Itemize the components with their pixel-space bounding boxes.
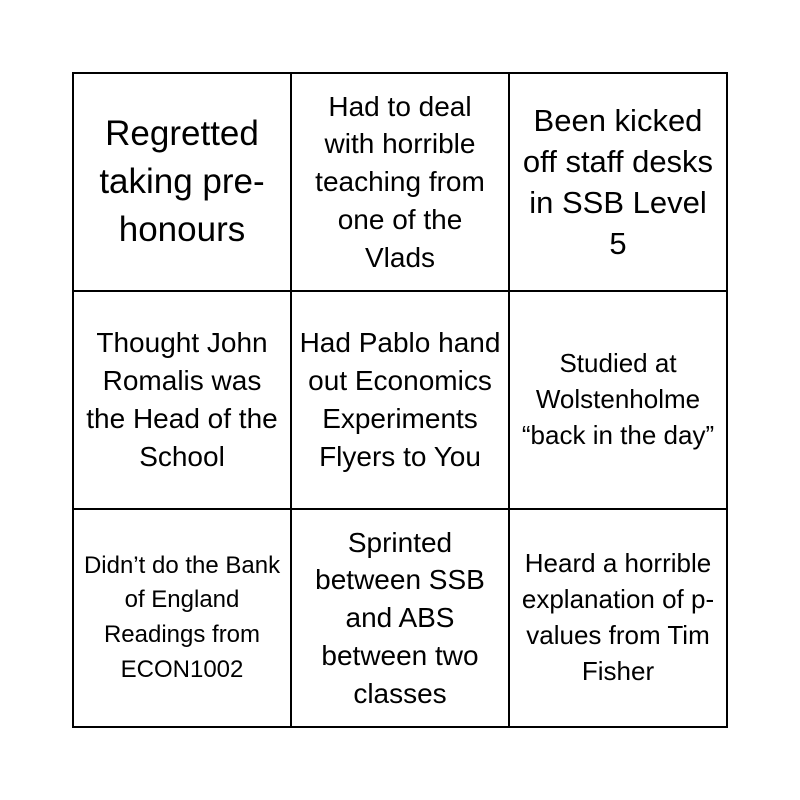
- bingo-cell-text: Didn’t do the Bank of England Readings from ECON1002: [83, 551, 281, 683]
- bingo-cell-1[interactable]: [74, 74, 292, 292]
- bingo-cell-text: Had to deal with horrible teaching from one of the Vlads: [315, 90, 485, 273]
- bingo-cell-9[interactable]: [510, 510, 726, 726]
- bingo-cell-text: Sprinted between SSB and ABS between two classes: [315, 526, 485, 709]
- bingo-cell-text: Heard a horrible explanation of p-values from Tim Fisher: [521, 548, 715, 686]
- bingo-cell-2[interactable]: [292, 74, 510, 292]
- bingo-cell-5[interactable]: [292, 292, 510, 510]
- bingo-cell-text: Been kicked off staff desks in SSB Level 5: [522, 102, 714, 262]
- bingo-cell-7[interactable]: [74, 510, 292, 726]
- bingo-cell-text: Regretted taking pre-honours: [99, 113, 265, 250]
- bingo-board: [72, 72, 728, 728]
- bingo-cell-text: Had Pablo hand out Economics Experiments Flyers to You: [299, 327, 501, 472]
- bingo-cell-3[interactable]: [510, 74, 726, 292]
- bingo-cell-text: Studied at Wolstenholme “back in the day”: [521, 348, 715, 450]
- bingo-cell-8[interactable]: [292, 510, 510, 726]
- bingo-cell-text: Thought John Romalis was the Head of the School: [86, 327, 278, 472]
- bingo-cell-6[interactable]: [510, 292, 726, 510]
- bingo-cell-4[interactable]: [74, 292, 292, 510]
